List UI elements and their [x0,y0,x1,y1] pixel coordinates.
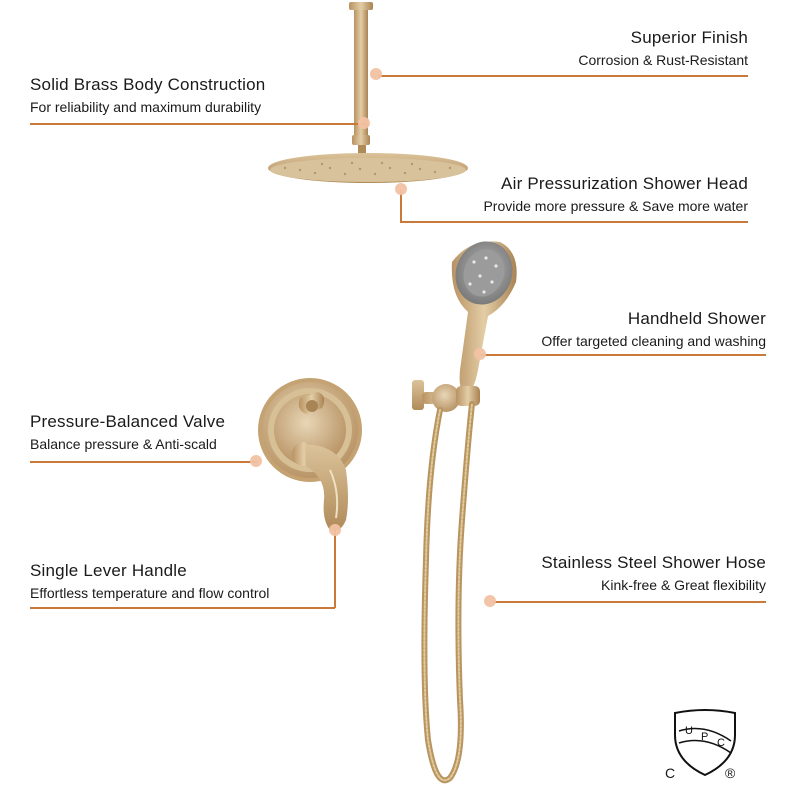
callout-dot [395,183,407,195]
feature-title: Single Lever Handle [30,561,187,580]
feature-subtitle: For reliability and maximum durability [30,99,262,115]
cert-letter: P [701,731,709,743]
leader-line [30,461,258,463]
feature-solid-brass [30,75,265,116]
cupc-certification-mark [665,705,745,785]
callout-dot [358,117,370,129]
callout-dot [329,524,341,536]
feature-air-pressurization [483,174,748,215]
feature-title: Stainless Steel Shower Hose [541,553,766,572]
cert-letter: C [717,737,725,749]
feature-subtitle: Kink-free & Great flexibility [601,577,766,593]
leader-line [480,354,766,356]
leader-line [30,123,366,125]
leader-line [400,221,748,223]
feature-title: Handheld Shower [627,309,766,328]
feature-subtitle: Balance pressure & Anti-scald [30,436,217,452]
feature-title: Superior Finish [630,28,748,47]
callout-dot [484,595,496,607]
feature-title: Solid Brass Body Construction [30,75,266,94]
registered-icon: ® [725,765,736,781]
feature-single-lever [30,561,269,602]
leader-line [334,530,336,608]
feature-subtitle: Effortless temperature and flow control [30,585,270,601]
feature-handheld-shower [541,309,766,350]
feature-pressure-valve [30,412,225,453]
leader-line [492,601,766,603]
leader-line [378,75,748,77]
feature-steel-hose [541,553,766,594]
valve-trim-icon [258,378,362,531]
callout-dot [370,68,382,80]
feature-subtitle: Corrosion & Rust-Resistant [578,52,748,68]
ceiling-arm-icon [349,2,373,155]
callout-dot [474,348,486,360]
cert-c-mark: C [665,765,676,781]
feature-title: Pressure-Balanced Valve [30,412,226,431]
feature-superior-finish [578,28,748,69]
callout-dot [250,455,262,467]
feature-subtitle: Offer targeted cleaning and washing [541,333,766,349]
feature-subtitle: Provide more pressure & Save more water [483,198,748,214]
handheld-shower-icon [447,233,522,392]
cert-letter: U [685,725,693,737]
feature-title: Air Pressurization Shower Head [501,174,748,193]
leader-line [30,607,335,609]
rain-shower-head-icon [268,153,468,183]
